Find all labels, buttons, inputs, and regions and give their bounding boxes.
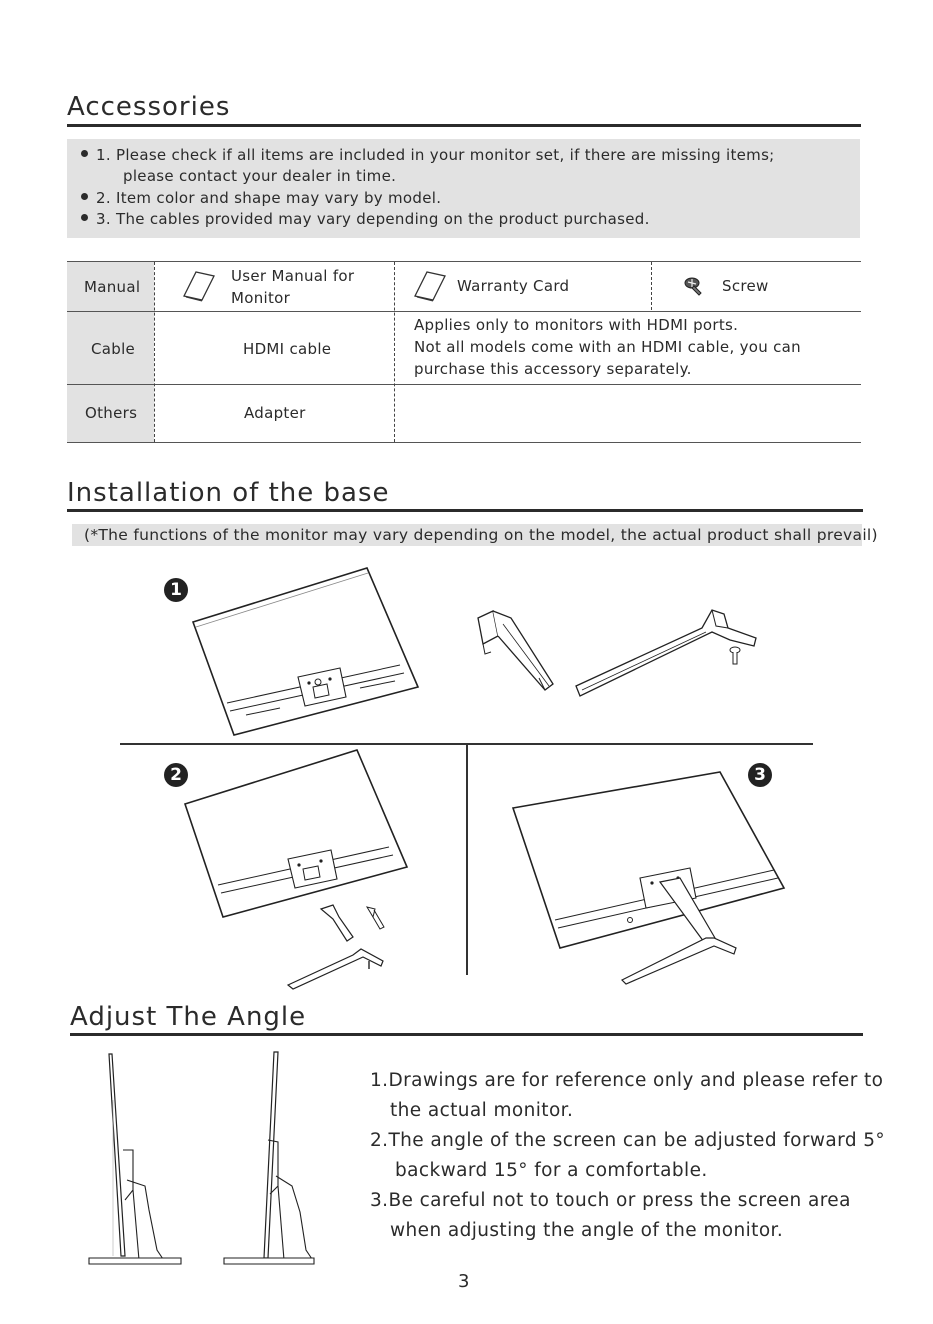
note-item: 1. Please check if all items are included in your monitor set, if there are missing items; (81, 145, 775, 166)
page-number: 3 (458, 1271, 470, 1292)
note-item: 2. Item color and shape may vary by model. (81, 188, 441, 209)
user-manual-label-line2: Monitor (231, 289, 291, 307)
angle-step-1-continuation: the actual monitor. (390, 1100, 574, 1121)
user-manual-label: User Manual for (231, 267, 355, 285)
step-divider-vertical (466, 743, 468, 975)
angle-heading: Adjust The Angle (70, 1002, 307, 1032)
monitor-side-view-backward (220, 1050, 320, 1270)
hdmi-note-line: Not all models come with an HDMI cable, you can (414, 338, 801, 356)
accessories-notes-box (67, 139, 860, 238)
hdmi-note-line: Applies only to monitors with HDMI ports. (414, 316, 739, 334)
monitor-back-illustration (190, 565, 420, 740)
angle-rule (70, 1033, 863, 1036)
row-label-manual: Manual (84, 278, 141, 296)
adapter-label: Adapter (244, 404, 306, 422)
hdmi-note-line: purchase this accessory separately. (414, 360, 692, 378)
note-item: 3. The cables provided may vary depending on the product purchased. (81, 209, 650, 230)
warranty-card-icon (413, 270, 447, 304)
row-label-others: Others (85, 404, 138, 422)
bullet-icon (81, 193, 88, 200)
row-label-cable: Cable (91, 340, 136, 358)
table-row-divider (67, 311, 861, 312)
warranty-card-label: Warranty Card (457, 277, 570, 295)
table-top-line (67, 261, 861, 262)
note-item-continuation: please contact your dealer in time. (123, 167, 397, 185)
step-3-badge: 3 (748, 763, 772, 787)
step-2-illustration (183, 747, 413, 992)
step-3-illustration (510, 770, 790, 985)
table-column-divider (651, 262, 652, 310)
angle-step-3: 3.Be careful not to touch or press the screen area (370, 1190, 851, 1211)
step-1-badge: 1 (164, 578, 188, 602)
screw-label: Screw (722, 277, 769, 295)
angle-step-1: 1.Drawings are for reference only and please refer to (370, 1070, 884, 1091)
hdmi-note (414, 314, 801, 380)
bullet-icon (81, 214, 88, 221)
table-row-divider (67, 384, 861, 385)
table-column-divider (154, 262, 155, 442)
hdmi-cable-label: HDMI cable (243, 340, 332, 358)
installation-heading: Installation of the base (67, 478, 390, 508)
stand-neck-illustration (473, 606, 563, 696)
stand-base-illustration (572, 602, 762, 702)
accessories-rule (67, 124, 861, 127)
bullet-icon (81, 150, 88, 157)
angle-step-2-continuation: backward 15° for a comfortable. (395, 1160, 708, 1181)
screw-icon (684, 276, 706, 298)
installation-rule (67, 509, 863, 512)
installation-caution: (*The functions of the monitor may vary depending on the model, the actual product shall prevail) (72, 524, 862, 546)
table-bottom-line (67, 442, 861, 443)
manual-book-icon (182, 270, 216, 304)
angle-step-3-continuation: when adjusting the angle of the monitor. (390, 1220, 784, 1241)
monitor-side-view-forward (85, 1050, 185, 1270)
angle-step-2: 2.The angle of the screen can be adjusted forward 5° (370, 1130, 886, 1151)
angle-instructions (370, 1066, 885, 1246)
step-2-badge: 2 (164, 763, 188, 787)
accessories-heading: Accessories (67, 92, 231, 122)
table-column-divider (394, 262, 395, 442)
